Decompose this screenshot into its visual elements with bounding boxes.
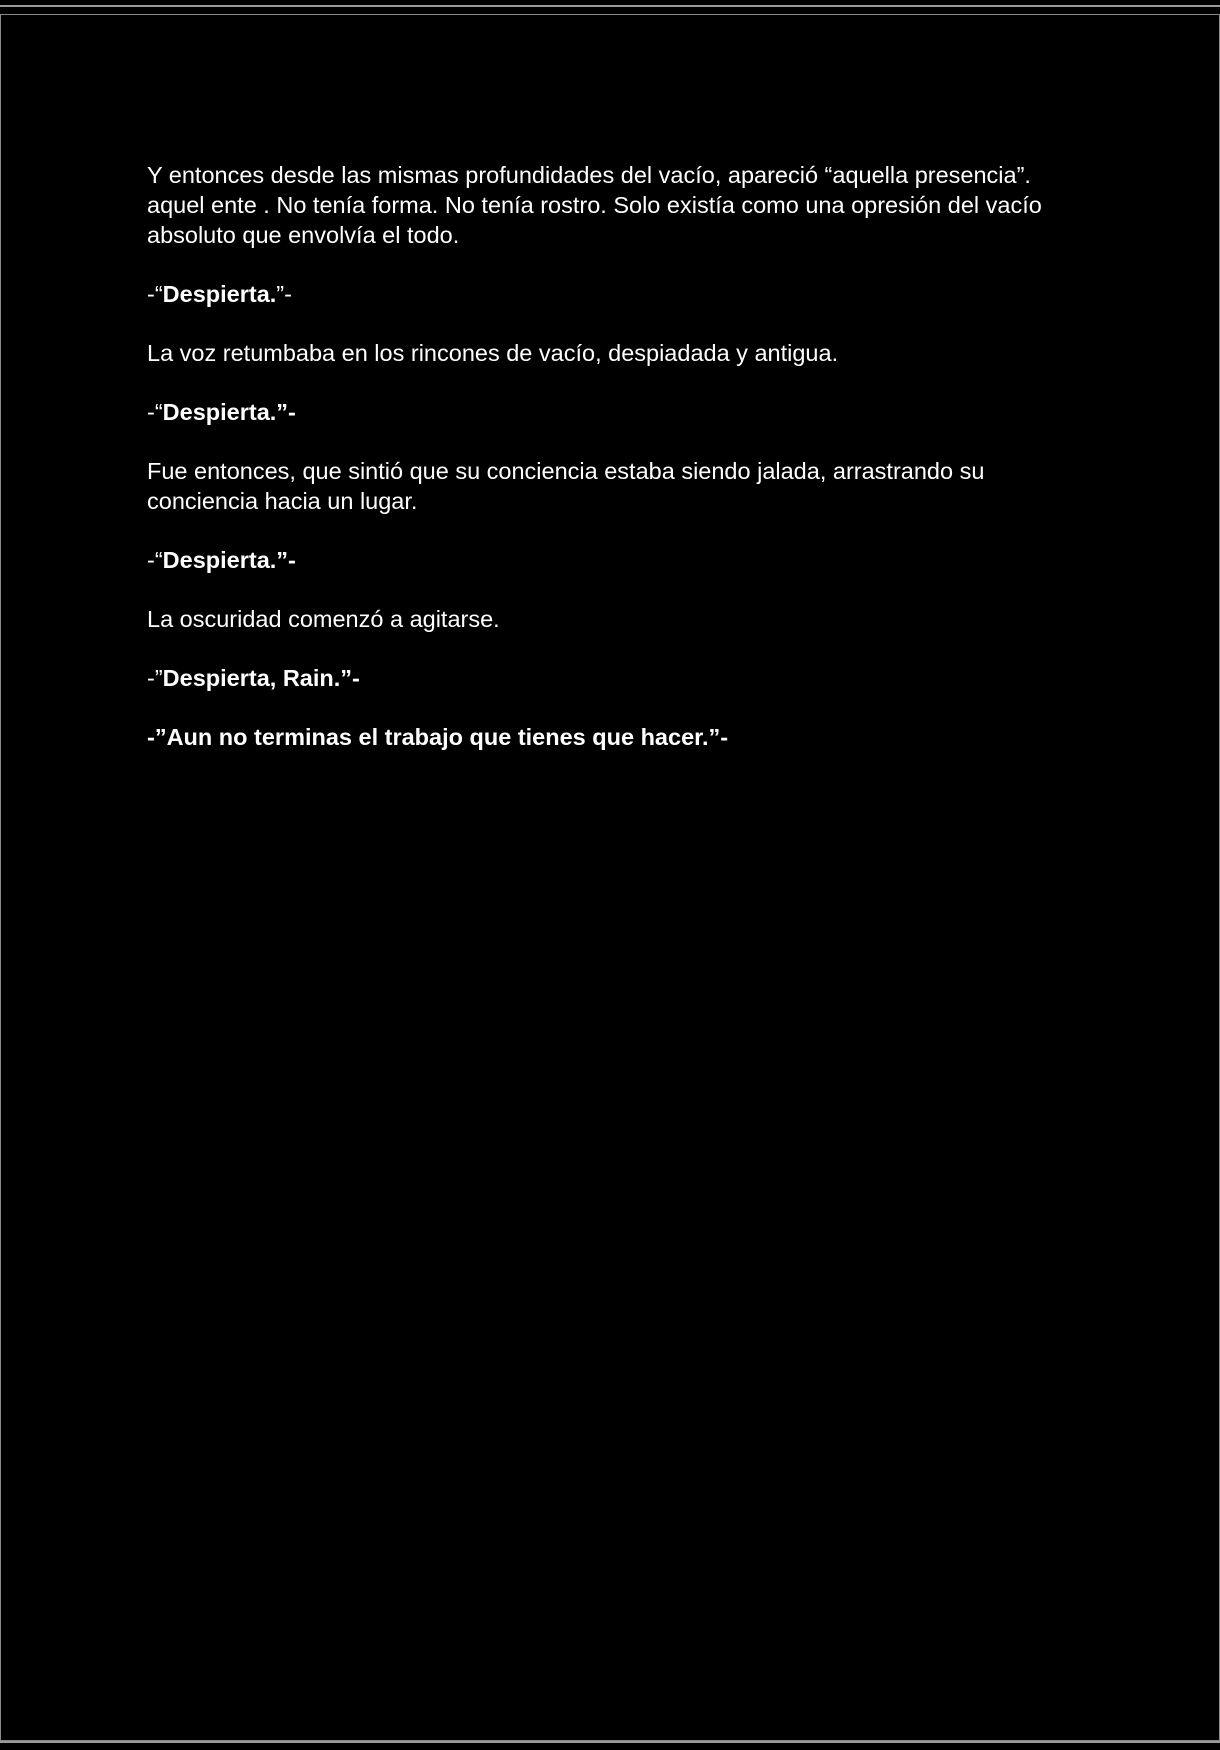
paragraph-9: -”Aun no terminas el trabajo que tienes que hacer.”- [147, 724, 729, 750]
story-text [147, 160, 1067, 781]
paragraph-6: -“Despierta.”- [147, 547, 296, 573]
paragraph-3: La voz retumbaba en los rincones de vacío, despiadada y antigua. [147, 340, 839, 366]
paragraph-4: -“Despierta.”- [147, 399, 296, 425]
bottom-frame-bar [0, 1741, 1220, 1750]
paragraph-5: Fue entonces, que sintió que su conciencia estaba siendo jalada, arrastrando su conciencia hacia un lugar. [147, 458, 985, 514]
paragraph-8: -”Despierta, Rain.”- [147, 665, 360, 691]
paragraph-7: La oscuridad comenzó a agitarse. [147, 606, 500, 632]
paragraph-2: -“Despierta.”- [147, 281, 292, 307]
paragraph-1: Y entonces desde las mismas profundidades del vacío, apareció “aquella presencia”. aquel ente . No tenía forma. No tenía rostro. Solo existía como una opresión del vacío absoluto que envolvía el todo. [147, 162, 1042, 248]
top-frame-bar [0, 0, 1220, 7]
